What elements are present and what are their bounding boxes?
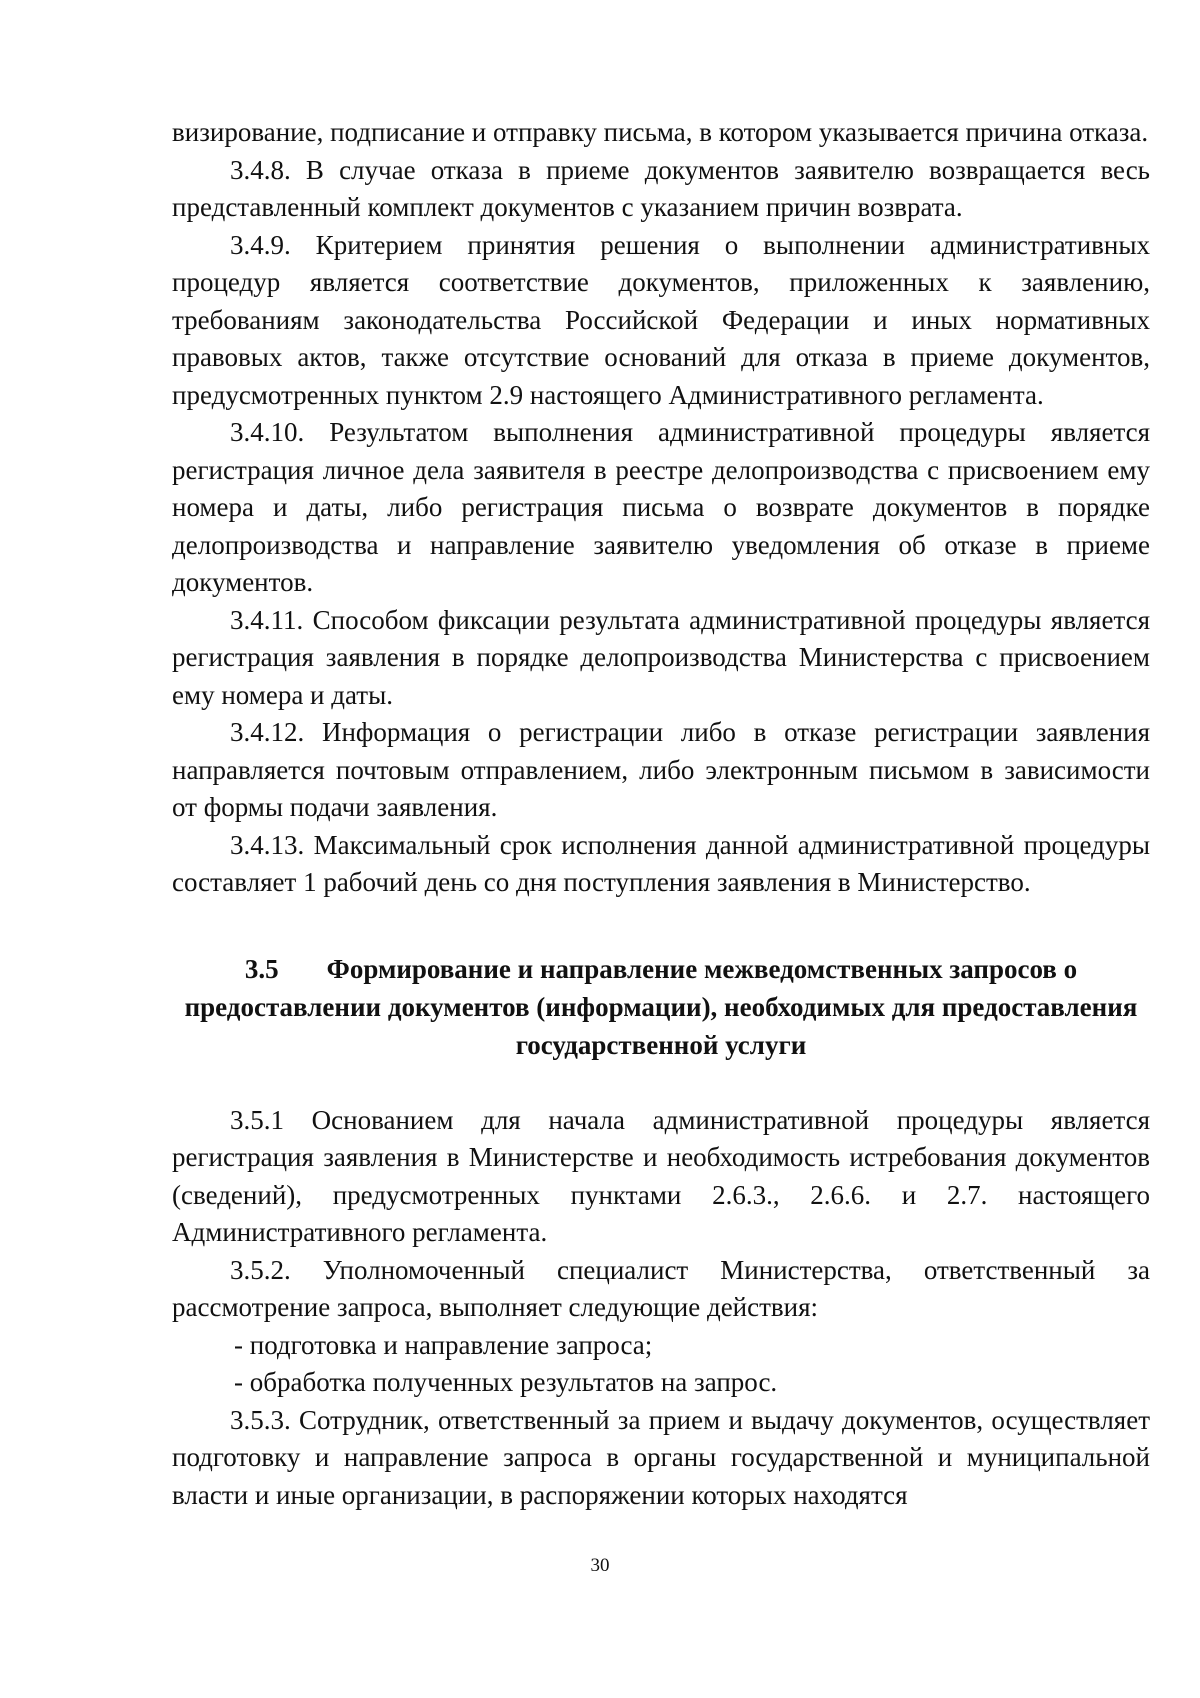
- paragraph-3-5-1: 3.5.1 Основанием для начала административной процедуры является регистрация заявления в Министерстве и необходимость истребования документов (сведений), предусмотренных пунктами 2.6.3., 2.6.6. и 2.7. настоящего Административного регламента.: [172, 1104, 1150, 1247]
- paragraph-3-4-11: 3.4.11. Способом фиксации результата административной процедуры является регистрация заявления в порядке делопроизводства Министерства с присвоением ему номера и даты.: [172, 604, 1150, 710]
- list-item: - подготовка и направление запроса;: [234, 1329, 653, 1360]
- document-page: [172, 114, 1150, 1514]
- paragraph-3-4-12: 3.4.12. Информация о регистрации либо в отказе регистрации заявления направляется почтовым отправлением, либо электронным письмом в зависимости от формы подачи заявления.: [172, 717, 1150, 822]
- paragraph-3-4-13: 3.4.13. Максимальный срок исполнения данной административной процедуры составляет 1 рабочий день со дня поступления заявления в Министерство.: [172, 829, 1150, 897]
- paragraph-3-5-3: 3.5.3. Сотрудник, ответственный за прием и выдачу документов, осуществляет подготовку и направление запроса в органы государственной и муниципальной власти и иные организации, в распоряжении которых находятся: [172, 1404, 1150, 1510]
- section-heading: [172, 950, 1150, 1064]
- list-item: - обработка полученных результатов на запрос.: [234, 1367, 778, 1397]
- section-number: 3.5: [244, 953, 279, 984]
- section-title: Формирование и направление межведомственных запросов о предоставлении документов (информации), необходимых для предоставления государственной услуги: [184, 953, 1138, 1060]
- paragraph-3-5-2: 3.5.2. Уполномоченный специалист Министерства, ответственный за рассмотрение запроса, выполняет следующие действия:: [172, 1254, 1150, 1322]
- paragraph-3-4-8: 3.4.8. В случае отказа в приеме документов заявителю возвращается весь представленный комплект документов с указанием причин возврата.: [172, 154, 1150, 222]
- page-number: 30: [590, 1555, 610, 1576]
- paragraph-3-4-9: 3.4.9. Критерием принятия решения о выполнении административных процедур является соответствие документов, приложенных к заявлению, требованиям законодательства Российской Федерации и иных нормативных правовых актов, также отсутствие оснований для отказа в приеме документов, предусмотренных пунктом 2.9 настоящего Административного регламента.: [172, 229, 1150, 410]
- paragraph-3-4-10: 3.4.10. Результатом выполнения административной процедуры является регистрация личное дела заявителя в реестре делопроизводства с присвоением ему номера и даты, либо регистрация письма о возврате документов в порядке делопроизводства и направление заявителю уведомления об отказе в приеме документов.: [172, 417, 1150, 597]
- paragraph-continuation: визирование, подписание и отправку письма, в котором указывается причина отказа.: [172, 117, 1149, 147]
